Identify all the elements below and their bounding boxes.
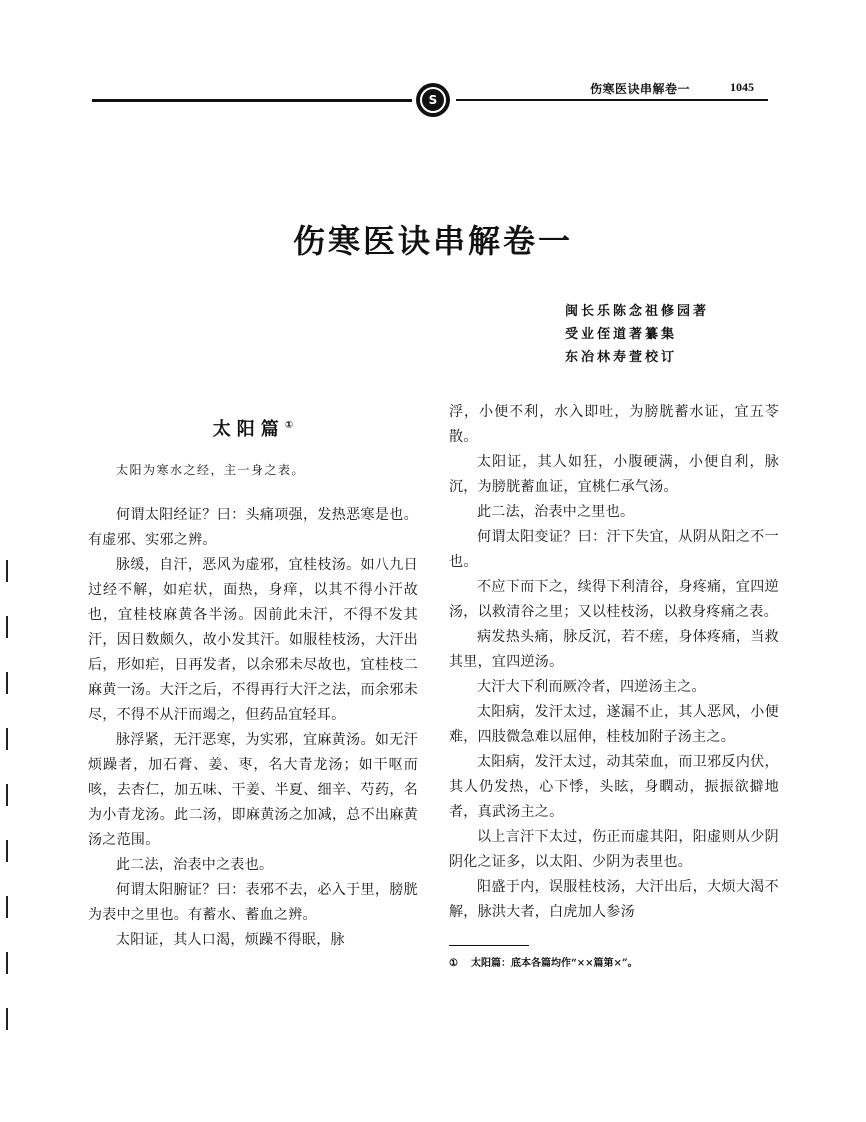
paragraph: 浮，小便不利，水入即吐，为膀胱蓄水证，宜五苓散。 [449,404,779,445]
paragraph: 此二法，治表中之里也。 [477,504,635,520]
paragraph: 此二法，治表中之表也。 [116,857,274,873]
paragraph: 脉缓，自汗，恶风为虚邪，宜桂枝汤。如八九日过经不解，如疟状，面热，身痒，以其不得小汗故也，宜桂枝麻黄各半汤。因前此未汗，不得不发其汗，因日数颇久，故小发其汗。如服桂枝汤，大汗出后，形如疟，日再发者，以余邪未尽故也，宜桂枝二麻黄一汤。大汗之后，不得再行大汗之法，而余邪未尽，不得不从汗而竭之，但药品宜轻耳。 [88,557,418,723]
margin-mark [6,616,8,638]
section-epigraph: 太阳为寒水之经，主一身之表。 [116,463,306,477]
paragraph: 脉浮紧，无汗恶寒，为实邪，宜麻黄汤。如无汗烦躁者，加石膏、姜、枣，名大青龙汤；如干呕而咳，去杏仁，加五味、干姜、半夏、细辛、芍药，名为小青龙汤。此二汤，即麻黄汤之加减，总不出麻黄汤之范围。 [88,732,418,848]
paragraph: 大汗大下利而厥冷者，四逆汤主之。 [477,679,706,695]
paragraph: 太阳病，发汗太过，动其荣血，而卫邪反内伏，其人仍发热，心下悸，头眩，身瞤动，振振欲擗地者，真武汤主之。 [449,754,779,820]
margin-mark [6,728,8,750]
publisher-logo-letter: S [420,87,446,113]
paragraph: 何谓太阳变证？曰：汗下失宜，从阴从阳之不一也。 [449,529,779,570]
left-column [88,400,418,953]
footnote [449,956,779,972]
footnote-text: 太阳篇：底本各篇均作“××篇第×”。 [471,958,638,969]
margin-mark [6,560,8,582]
author-credits [565,300,765,369]
credit-line: 东冶林寿萱校订 [565,350,678,365]
header-rule-left [92,99,412,102]
paragraph: 何谓太阳腑证？曰：表邪不去，必入于里，膀胱为表中之里也。有蓄水、蓄血之辨。 [88,882,418,923]
section-title [88,415,418,441]
paragraph: 何谓太阳经证？曰：头痛项强，发热恶寒是也。有虚邪、实邪之辨。 [88,507,418,548]
paragraph: 太阳证，其人口渴，烦躁不得眠，脉 [116,932,345,948]
credit-line: 受业侄道著纂集 [565,327,678,342]
paragraph: 不应下而下之，续得下利清谷，身疼痛，宜四逆汤，以救清谷之里；又以桂枝汤，以救身疼痛之表。 [449,579,779,620]
margin-mark [6,952,8,974]
chapter-title: 伤寒医诀串解卷一 [292,222,573,260]
paragraph: 病发热头痛，脉反沉，若不瘥，身体疼痛，当救其里，宜四逆汤。 [449,629,779,670]
margin-mark [6,896,8,918]
paragraph: 太阳病，发汗太过，遂漏不止，其人恶风，小便难，四肢微急难以屈伸，桂枝加附子汤主之。 [449,704,779,745]
footnote-mark: ① [449,958,458,969]
margin-mark [6,1008,8,1030]
publisher-logo-icon [416,83,450,117]
margin-mark [6,784,8,806]
page-number: 1045 [730,80,754,94]
right-column [449,400,779,972]
margin-mark [6,840,8,862]
credit-line: 闽长乐陈念祖修园著 [565,304,710,319]
running-head: 伤寒医诀串解卷一 [590,82,691,96]
section-title-text: 太阳篇 [212,419,285,440]
margin-mark [6,672,8,694]
header-rule-right [456,99,768,101]
footnote-divider [449,945,529,946]
paragraph: 太阳证，其人如狂，小腹硬满，小便自利，脉沉，为膀胱蓄血证，宜桃仁承气汤。 [449,454,779,495]
paragraph: 以上言汗下太过，伤正而虚其阳，阳虚则从少阴阴化之证多，以太阳、少阴为表里也。 [449,829,779,870]
scan-margin-marks [6,560,8,1064]
paragraph: 阳盛于内，误服桂枝汤，大汗出后，大烦大渴不解，脉洪大者，白虎加人参汤 [449,879,779,920]
footnote-ref: ① [284,420,294,431]
